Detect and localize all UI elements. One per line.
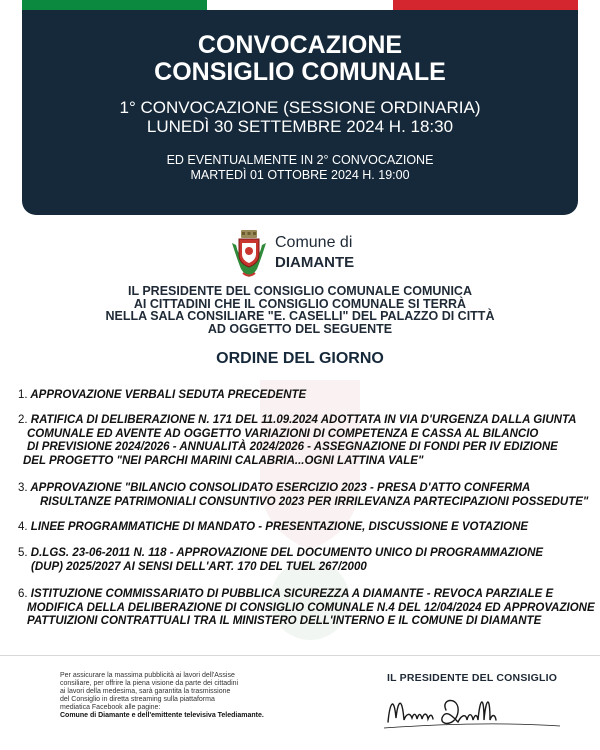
second-convocation-line: ED EVENTUALMENTE IN 2° CONVOCAZIONE [166, 153, 434, 167]
note-line: ai lavori della medesima, sarà garantita la trasmissione [60, 688, 231, 695]
agenda-item-6 [18, 588, 595, 629]
comune-name: DIAMANTE [275, 254, 355, 271]
item-number: 4. [18, 521, 28, 533]
item-text: COMUNALE ED AVENTE AD OGGETTO VARIAZIONI DI COMPETENZA E CASSA AL BILANCIO [27, 427, 539, 440]
item-text: D.LGS. 23-06-2011 N. 118 - APPROVAZIONE DEL DOCUMENTO UNICO DI PROGRAMMAZIONE [30, 547, 544, 559]
title-line: CONVOCAZIONE [197, 31, 403, 59]
item-text: ISTITUZIONE COMMISSARIATO DI PUBBLICA SICUREZZA A DIAMANTE - REVOCA PARZIALE E [30, 588, 554, 600]
announcement-line: AD OGGETTO DEL SEGUENTE [207, 321, 393, 336]
first-convocation [22, 98, 578, 136]
agenda-item-1 [18, 389, 306, 403]
announcement-line: AI CITTADINI CHE IL CONSIGLIO COMUNALE SI TERRÀ [133, 296, 467, 311]
note-line: del Consiglio in diretta streaming sulla piattaforma [60, 696, 215, 703]
second-convocation-date: MARTEDÌ 01 OTTOBRE 2024 H. 19:00 [190, 168, 410, 182]
agenda-item-5 [18, 547, 543, 574]
comune-label: Comune di [275, 234, 353, 251]
item-number: 5. [18, 547, 28, 559]
item-number: 2. [18, 414, 28, 426]
flag-white [207, 0, 392, 10]
coat-of-arms-icon [229, 229, 269, 279]
italian-flag-stripe [22, 0, 578, 10]
main-title [22, 32, 578, 86]
flag-green [22, 0, 207, 10]
announcement [0, 285, 600, 335]
item-number: 6. [18, 588, 28, 600]
item-text: DI PREVISIONE 2024/2026 - ANNUALITÀ 2024/2026 - ASSEGNAZIONE DI FONDI PER IV EDIZIONE [27, 441, 558, 453]
agenda-item-3 [18, 482, 588, 509]
item-text: PATTUIZIONI CONTRATTUALI TRA IL MINISTERO DELL'INTERNO E IL COMUNE DI DIAMANTE [27, 615, 542, 627]
title-line: CONSIGLIO COMUNALE [154, 58, 446, 86]
item-text: APPROVAZIONE VERBALI SEDUTA PRECEDENTE [30, 389, 307, 401]
agenda-item-4 [18, 521, 528, 535]
agenda-title: ORDINE DEL GIORNO [216, 350, 384, 367]
item-text: MODIFICA DELLA DELIBERAZIONE DI CONSIGLIO COMUNALE N.4 DEL 12/04/2024 ED APPROVAZIONE [27, 601, 595, 614]
announcement-line: IL PRESIDENTE DEL CONSIGLIO COMUNALE COMUNICA [127, 284, 472, 298]
first-convocation-date: LUNEDÌ 30 SETTEMBRE 2024 H. 18:30 [146, 117, 454, 136]
item-text: LINEE PROGRAMMATICHE DI MANDATO - PRESENTAZIONE, DISCUSSIONE E VOTAZIONE [30, 521, 529, 533]
item-text: RISULTANZE PATRIMONIALI CONSUNTIVO 2023 PER IRRILEVANZA PARTECIPAZIONI POSSEDUTE" [40, 495, 589, 508]
item-number: 3. [18, 482, 28, 494]
streaming-note [60, 672, 310, 720]
note-line: Per assicurare la massima pubblicità ai lavori dell'Assise [60, 672, 235, 679]
president-label: IL PRESIDENTE DEL CONSIGLIO [387, 672, 558, 684]
header-banner [22, 10, 578, 215]
note-bold-line: Comune di Diamante e dell'emittente televisiva Telediamante. [60, 712, 264, 719]
item-text: DEL PROGETTO "NEI PARCHI MARINI CALABRIA...OGNI LATTINA VALE" [23, 454, 424, 467]
first-convocation-line: 1° CONVOCAZIONE (SESSIONE ORDINARIA) [119, 98, 481, 117]
note-line: consiliare, per offrire la piena visione da parte dei cittadini [60, 680, 239, 687]
handwritten-signature [380, 688, 570, 732]
item-text: APPROVAZIONE "BILANCIO CONSOLIDATO ESERCIZIO 2023 - PRESA D'ATTO CONFERMA [30, 482, 531, 494]
item-number: 1. [18, 389, 28, 401]
agenda-item-2 [18, 414, 576, 468]
item-text: RATIFICA DI DELIBERAZIONE N. 171 DEL 11.09.2024 ADOTTATA IN VIA D'URGENZA DALLA GIUNTA [30, 414, 577, 426]
footer-divider [0, 655, 600, 656]
note-line: mediatica Facebook alle pagine: [60, 704, 161, 711]
second-convocation [22, 153, 578, 183]
announcement-line: NELLA SALA CONSILIARE "E. CASELLI" DEL PALAZZO DI CITTÀ [105, 309, 495, 323]
flag-red [393, 0, 578, 10]
item-text: (DUP) 2025/2027 AI SENSI DELL'ART. 170 DEL TUEL 267/2000 [31, 560, 367, 573]
